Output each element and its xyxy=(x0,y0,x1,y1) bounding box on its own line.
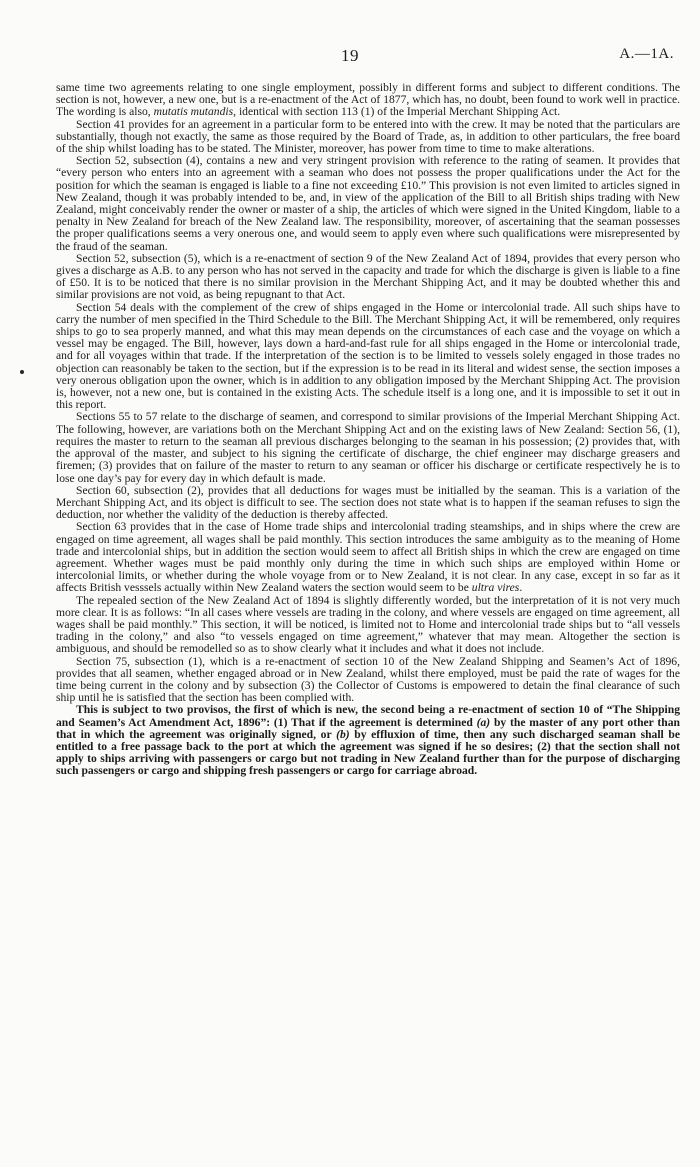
paragraph-section-63 xyxy=(56,521,680,594)
text-run: Section 41 provides for an agreement in a particular form to be entered into with the crew. It may be noted that the particulars are substantially, though not exactly, the same as those required by the Board of Trade, as, in addition to other particulars, the free board of the ship whilst loading has to be stated. The Minister, moreover, has power from time to time to make alterations. xyxy=(56,117,680,156)
text-run: The repealed section of the New Zealand Act of 1894 is slightly differently worded, but the interpretation of it is not very much more clear. It is as follows: “In all cases where vessels are trading in the colony, and where vessels are engaged on time agreement, all wages shall be paid monthly.” This section, it will be noticed, is limited not to Home and intercolonial trade ships but to “all vessels trading in the colony,” and also “to vessels engaged on time agreement,” whatever that may mean. Altogether the section is ambiguous, and should be remodelled so as to show clearly what it includes and what it does not include. xyxy=(56,593,680,656)
italic-phrase: (b) xyxy=(336,727,350,741)
paragraph-section-75 xyxy=(56,656,680,705)
text-run: , identical with section 113 (1) of the Imperial Merchant Shipping Act. xyxy=(233,105,561,119)
text-run: Sections 55 to 57 relate to the discharge of seamen, and correspond to similar provisions of the Imperial Merchant Shipping Act. The following, however, are variations both on the Merchant Shipping Act and on the existing laws of New Zealand: Section 56, (1), requires the master to return to the seaman all previous discharges belonging to the seaman in his possession; (2) provides that, with the approval of the master, and subject to his signing the certificate of discharge, the chief engineer may discharge greasers and firemen; (3) provides that on failure of the master to return to any seaman or officer his discharge or certificate respectively he is to lose one day’s pay for every day in which default is made. xyxy=(56,410,680,485)
text-run: Section 54 deals with the complement of the crew of ships engaged in the Home or intercolonial trade. All such ships have to carry the number of men specified in the Third Schedule to the Bill. The Merchant Shipping Act, it will be remembered, only requires ships to go to sea properly manned, and what this may mean depends on the circumstances of each case and the voyage on which a vessel may be engaged. The Bill, however, lays down a hard-and-fast rule for all ships engaged in the Home or intercolonial trade, and for all voyages within that trade. If the interpretation of the section is to be limited to vessels solely engaged in those trades no objection can reasonably be taken to the section, but if the expression is to be read in its literal and widest sense, the section imposes a very onerous obligation upon the owner, which is in addition to any obligation imposed by the Merchant Shipping Act. The provision is, however, not a new one, but is contained in the existing Acts. The schedule itself is a long one, and it is impossible to set it out in this report. xyxy=(56,300,680,412)
paragraph-section-60 xyxy=(56,485,680,522)
text-run: by the master of any port other than that in which the agreement was originally signed, or xyxy=(56,715,680,741)
text-run: by effluxion of time, then any such discharged seaman shall be entitled to a free passage back to the port at which the agreement was signed if he so desires; (2) that the section shall not apply to ships arriving with passengers or cargo but not trading in New Zealand further than for the purpose of discharging such passengers or cargo and shipping fresh passengers or cargo for carriage abroad. xyxy=(56,727,681,778)
paragraph-section-52-4 xyxy=(56,155,680,253)
text-run: This is subject to two provisos, the first of which is new, the second being a re-enactment of section 10 of “The Shipping and Seamen’s Act Amendment Act, 1896”: (1) That if the agreement is determined xyxy=(56,703,680,729)
text-run: Section 60, subsection (2), provides that all deductions for wages must be initialled by the seaman. This is a variation of the Merchant Shipping Act, and its object is difficult to see. The section does not state what is to happen if the seaman refuses to sign the deduction, nor whether the validity of the deduction is thereby affected. xyxy=(56,483,680,522)
page-number: 19 xyxy=(341,46,359,65)
page-header xyxy=(0,46,700,68)
paragraph-repealed-section xyxy=(56,595,680,656)
paragraph-provisos xyxy=(56,704,680,777)
text-run: Section 52, subsection (4), contains a new and very stringent provision with reference to the rating of seamen. It provides that “every person who enters into an agreement with a seaman who does not possess the proper qualifications under the Act for the position for which the seaman is engaged is liable to a fine not exceeding £10.” This provision is not even limited to articles signed in New Zealand, though it was probably intended to be, and, in view of the application of the Bill to all British ships trading with New Zealand, might conceivably render the owner or master of a ship, the articles of which were signed in the United Kingdom, liable to a penalty in New Zealand for breach of the New Zealand law. The responsibility, moreover, of ascertaining that the seaman possesses the proper qualifications seems a very onerous one, and would seem to apply even where such qualifications were misrepresented by the fraud of the seaman. xyxy=(56,154,680,253)
italic-phrase: (a) xyxy=(476,715,491,729)
text-run: same time two agreements relating to one single employment, possibly in different forms and subject to different conditions. The section is not, however, a new one, but is a re-enactment of the Act of 1877, which has, no doubt, been found to work well in practice. The wording is also, xyxy=(56,81,680,119)
text-run: Section 75, subsection (1), which is a re-enactment of section 10 of the New Zealand Shipping and Seamen’s Act of 1896, provides that all seamen, whether engaged abroad or in New Zealand, whilst there employed, must be paid the rate of wages for the time being current in the colony and by subsection (3) the Collector of Customs is empowered to detain the final clearance of such ship until he is satisfied that the section has been complied with. xyxy=(56,654,680,705)
text-run: . xyxy=(519,581,523,595)
paragraph-section-41 xyxy=(56,119,680,156)
paragraph-sections-55-57 xyxy=(56,411,680,484)
body-text xyxy=(56,82,680,778)
document-reference: A.—1A. xyxy=(619,46,674,62)
margin-mark xyxy=(20,370,24,374)
text-run: Section 63 provides that in the case of Home trade ships and intercolonial trading steamships, and in ships where the crew are engaged on time agreement, all wages shall be paid monthly. This section introduces the same ambiguity as to the meaning of Home trade and intercolonial ships, but in addition the section would seem to affect all British ships in which the crew are engaged on time agreement. Whether wages must be paid monthly only during the time in which such ships are employed within Home or intercolonial limits, or whether during the whole voyage from or to New Zealand, it is not clear. In any case, except in so far as it affects British vesssels actually within New Zealand waters the section would seem to be xyxy=(56,520,680,595)
paragraph-continuation xyxy=(56,82,680,119)
paragraph-section-52-5 xyxy=(56,253,680,302)
text-run: Section 52, subsection (5), which is a re-enactment of section 9 of the New Zealand Act of 1894, provides that every person who gives a discharge as A.B. to any person who has not served in the capacity and trade for which the discharge is given is liable to a fine of £50. It is to be noticed that there is no similar provision in the Merchant Shipping Act, and it may be doubted whether this and similar provisions are not void, as being repugnant to that Act. xyxy=(56,251,680,302)
italic-phrase: ultra vires xyxy=(471,581,520,595)
paragraph-section-54 xyxy=(56,302,680,412)
italic-phrase: mutatis mutandis xyxy=(153,105,234,119)
